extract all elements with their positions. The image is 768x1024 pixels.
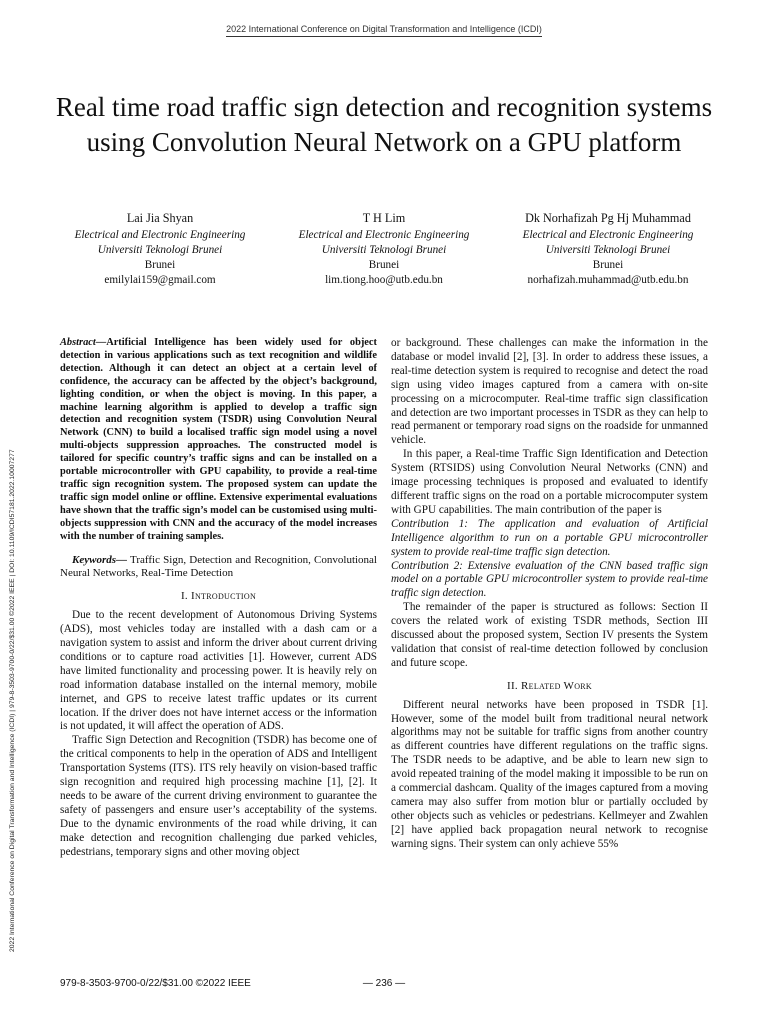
footer-isbn: 979-8-3503-9700-0/22/$31.00 ©2022 IEEE [60, 978, 251, 989]
author-name: Lai Jia Shyan [126, 211, 194, 225]
author-country: Brunei [368, 259, 400, 271]
conference-header-text: 2022 International Conference on Digital Transformation and Intelligence (ICDI) [226, 24, 542, 37]
author-email[interactable]: norhafizah.muhammad@utb.edu.bn [527, 274, 689, 286]
keywords [60, 554, 377, 582]
author-email[interactable]: lim.tiong.hoo@utb.edu.bn [325, 274, 443, 286]
section-heading-related-work: II. Related Work [506, 679, 592, 692]
paragraph: or background. These challenges can make the information in the database or model invalid [2], [3]. In order to address these issues, a real-time detection system is required to recognise and detect the road sign using video images captured from a camera with on-site processing on a microcomputer. Real-time traffic sign classification and detection are two important processes in TSDR as they can help to read permanent or temporary road signs on the roadside for unmanned vehicle. [391, 337, 708, 447]
side-doi-identifier: 2022 International Conference on Digital Transformation and Intelligence (ICDI) | 979-8-3503-9700-0/22/$31.00 ©2022 IEEE | DOI: 10.1109/ICDI57181.2022.10007277 [9, 449, 16, 952]
paragraph: Traffic Sign Detection and Recognition (TSDR) has become one of the critical components to help in the operation of ADS and Intelligent Transportation Systems (ITS). ITS rely heavily on vision-based traffic sign recognition and required high processing machine [1], [2]. It needs to be aware of the current driving environment to guarantee the safety of passengers and ensure user’s acceptability of the systems. Due to the dynamic environments of the road while driving, it can make detection and recognition challenging due parked vehicles, pedestrians, temporary signs and other moving object [60, 734, 377, 858]
author-country: Brunei [144, 259, 176, 271]
page-number: — 236 — [362, 978, 406, 989]
author-department: Electrical and Electronic Engineering [298, 229, 470, 241]
paper-title: Real time road traffic sign detection and recognition systems using Convolution Neural Network on a GPU platform [55, 92, 713, 157]
author-3 [498, 211, 718, 288]
author-2 [274, 211, 494, 288]
author-university: Universiti Teknologi Brunei [321, 244, 447, 256]
keywords-text: Traffic Sign, Detection and Recognition, Convolutional Neural Networks, Real-Time Detection [60, 553, 377, 580]
author-1 [50, 211, 270, 288]
left-column [60, 337, 377, 860]
author-country: Brunei [592, 259, 624, 271]
section-heading-introduction: I. Introduction [180, 590, 257, 603]
abstract-label: Abstract [60, 337, 96, 348]
abstract [60, 337, 377, 544]
author-name: Dk Norhafizah Pg Hj Muhammad [525, 211, 691, 225]
conference-header [0, 24, 768, 34]
paragraph: In this paper, a Real-time Traffic Sign Identification and Detection System (RTSIDS) using Convolution Neural Networks (CNN) and image processing techniques is proposed and evaluated to identify different traffic signs on the road on a portable microcomputer system with GPU capabilities. The main contribution of the paper is [391, 448, 708, 516]
author-department: Electrical and Electronic Engineering [74, 229, 246, 241]
keywords-label: Keywords— [72, 553, 127, 566]
contribution-2: Contribution 2: Extensive evaluation of the CNN based traffic sign model on a portable GPU microcontroller system to provide real-time traffic sign detection. [391, 559, 708, 600]
author-email[interactable]: emilylai159@gmail.com [104, 274, 216, 286]
author-name: T H Lim [362, 211, 406, 225]
abstract-text: —Artificial Intelligence has been widely used for object detection in various applications such as text recognition and wildlife detection. Although it can detect an object at a certain level of confidence, the accuracy can be affected by the object’s background, lighting condition, or when the object is moving. In this paper, a machine learning algorithm is applied to develop a traffic sign detection and recognition system (TSDR) using Convolution Neural Network (CNN) to build a localised traffic sign model using a novel multi-objects suppression approaches. The constructed model is tailored for specific country’s traffic signs and can be installed on a portable microcontroller with GPU capability, to provide a real-time traffic sign recognition system. The proposed system can update the traffic sign model online or offline. Extensive experimental evaluations have shown that the traffic sign’s model can be customised using multi-objects suppression with CNN and the accuracy of the model increases with the number of training samples. [60, 337, 377, 542]
author-block [50, 211, 718, 288]
paragraph: Due to the recent development of Autonomous Driving Systems (ADS), most vehicles today are installed with a dash cam or a navigation system to assist and inform the driver about current driving conditions or to capture road activities [1]. However, current ADS have limited functionality and processing power. It is heavily rely on road information database installed on the internal memory, mobile internet, and GPS to receive latest traffic updates or its current location. If the driver does not have internet access or the information is not updated, it will affect the operation of ADS. [60, 609, 377, 733]
contribution-1: Contribution 1: The application and evaluation of Artificial Intelligence algorithm to run on a portable GPU microcontroller system to provide real-time traffic sign detection. [391, 517, 708, 558]
author-university: Universiti Teknologi Brunei [545, 244, 671, 256]
paragraph: The remainder of the paper is structured as follows: Section II covers the related work of existing TSDR methods, Section III discussed about the proposed system, Section IV presents the System validation that consist of real-time detection followed by conclusion and future scope. [391, 601, 708, 669]
author-university: Universiti Teknologi Brunei [97, 244, 223, 256]
author-department: Electrical and Electronic Engineering [522, 229, 694, 241]
right-column [391, 337, 708, 852]
paragraph: Different neural networks have been proposed in TSDR [1]. However, some of the model built from traditional neural network algorithms may not be suitable for traffic signs from another country as different countries have different regulations on the traffic signs. The TSDR needs to be adaptive, and be able to learn new sign to avoid repeated training of the model making it impossible to be run on a commercial dashcam. Quality of the images captured from a moving camera may also suffer from motion blur or partially occluded by other objects such as vehicles or pedestrians. Kellmeyer and Zwahlen [2] have applied back propagation neural network to recognise warning signs. Their system can only achieve 55% [391, 698, 708, 850]
